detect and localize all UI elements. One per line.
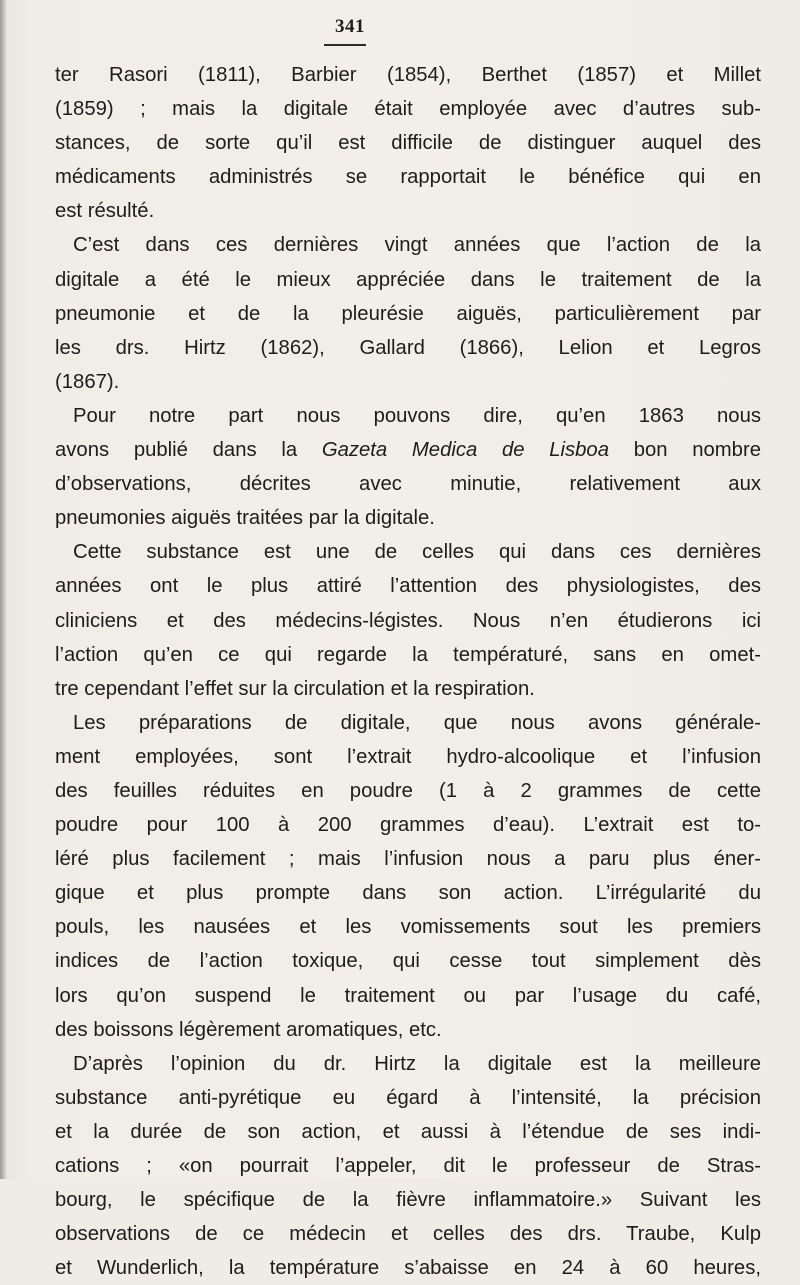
text-line (55, 433, 761, 467)
text-segment: bon nombre (609, 439, 761, 462)
text-line: les drs. Hirtz (1862), Gallard (1866), Lelion et Legros (55, 336, 761, 359)
page-number: 341 (335, 16, 365, 37)
text-line: ment employées, sont l’extrait hydro-alcoolique et l’infusion (55, 745, 761, 768)
text-line: pouls, les nausées et les vomissements sout les premiers (55, 916, 761, 939)
text-line: (1859) ; mais la digitale était employée avec d’autres sub- (55, 98, 761, 121)
text-line: pneumonie et de la pleurésie aiguës, particulièrement par (55, 302, 761, 325)
text-line: bourg, le spécifique de la fièvre inflammatoire.» Suivant les (55, 1189, 761, 1212)
body-text (55, 58, 761, 1285)
text-line: des boissons légèrement aromatiques, etc. (55, 1018, 442, 1041)
text-line: léré plus facilement ; mais l’infusion nous a paru plus éner- (55, 848, 761, 871)
text-line: ter Rasori (1811), Barbier (1854), Berthet (1857) et Millet (55, 64, 761, 86)
text-line: années ont le plus attiré l’attention des physiologistes, des (55, 575, 761, 598)
text-line: cliniciens et des médecins-légistes. Nous n’en étudierons ici (55, 609, 761, 632)
text-line: pneumonies aiguës traitées par la digitale. (55, 507, 435, 530)
text-line: indices de l’action toxique, qui cesse tout simplement dès (55, 950, 761, 973)
text-line: Cette substance est une de celles qui dans ces dernières (73, 541, 761, 564)
text-line: digitale a été le mieux appréciée dans le traitement de la (55, 268, 761, 291)
text-line: substance anti-pyrétique eu égard à l’intensité, la précision (55, 1086, 761, 1109)
text-line: observations de ce médecin et celles des drs. Traube, Kulp (55, 1223, 761, 1246)
text-line: tre cependant l’effet sur la circulation et la respiration. (55, 677, 535, 700)
text-line: C’est dans ces dernières vingt années que l’action de la (73, 234, 761, 257)
text-line: d’observations, décrites avec minutie, relativement aux (55, 473, 761, 496)
text-line: et Wunderlich, la température s’abaisse en 24 à 60 heures, (55, 1257, 761, 1280)
page-binding-edge (0, 0, 6, 1179)
text-line: et la durée de son action, et aussi à l’étendue de ses indi- (55, 1120, 761, 1143)
text-line: l’action qu’en ce qui regarde la températuré, sans en omet- (55, 643, 761, 666)
text-line: (1867). (55, 370, 120, 393)
text-line: des feuilles réduites en poudre (1 à 2 grammes de cette (55, 779, 761, 802)
text-line: poudre pour 100 à 200 grammes d’eau). L’extrait est to- (55, 814, 761, 837)
journal-title: Gazeta Medica de Lisboa (321, 439, 609, 462)
text-line: est résulté. (55, 200, 155, 223)
text-line: médicaments administrés se rapportait le bénéfice qui en (55, 166, 761, 189)
text-segment: avons publié dans la (55, 439, 322, 462)
text-line: gique et plus prompte dans son action. L’irrégularité du (55, 882, 761, 905)
text-line: D’après l’opinion du dr. Hirtz la digitale est la meilleure (73, 1052, 761, 1075)
page-number-underline (324, 44, 366, 46)
text-line: lors qu’on suspend le traitement ou par l’usage du café, (55, 984, 761, 1007)
text-line: cations ; «on pourrait l’appeler, dit le professeur de Stras- (55, 1155, 761, 1177)
text-line: stances, de sorte qu’il est difficile de distinguer auquel des (55, 132, 761, 155)
text-line: Pour notre part nous pouvons dire, qu’en 1863 nous (73, 404, 761, 427)
text-line: Les préparations de digitale, que nous avons générale- (73, 711, 761, 734)
